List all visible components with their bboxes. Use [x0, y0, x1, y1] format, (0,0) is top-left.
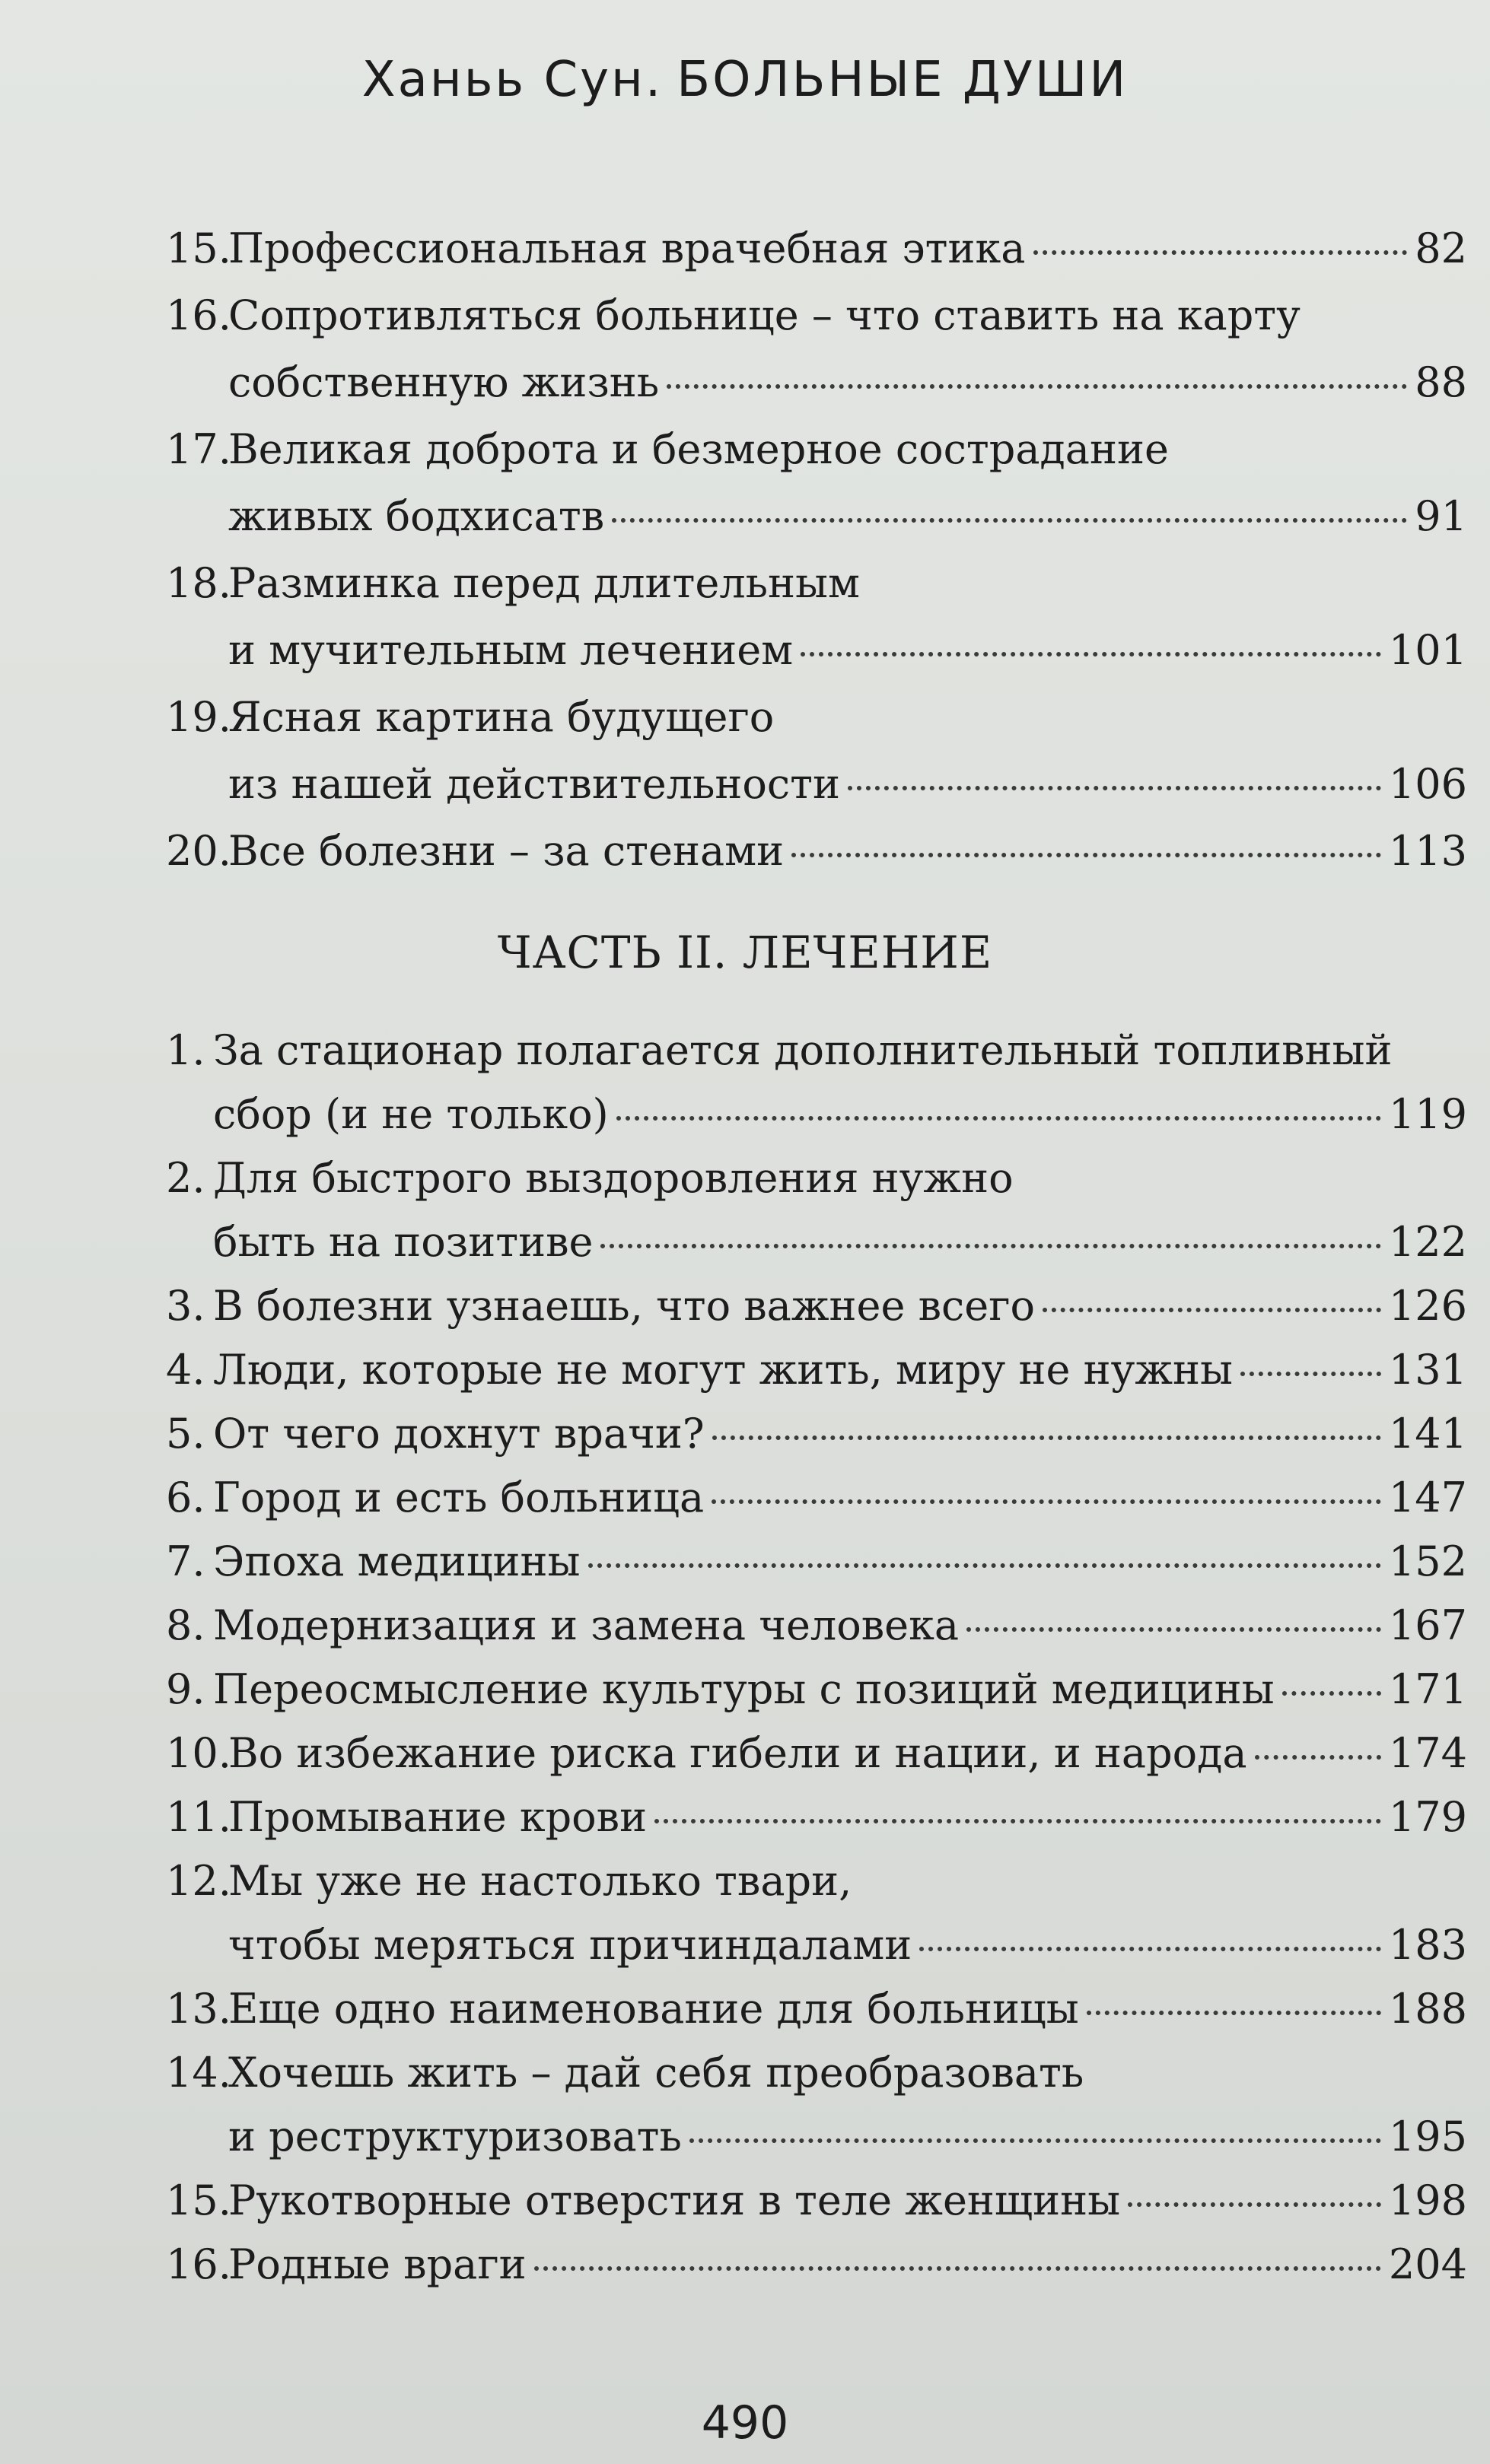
toc-entry-title: Переосмысление культуры с позиций медицины	[213, 1665, 1275, 1713]
toc-entry-title: В болезни узнаешь, что важнее всего	[213, 1282, 1036, 1330]
toc-entry-number: 4.	[166, 1346, 205, 1394]
toc-entry-line	[166, 215, 1467, 282]
toc-entry	[166, 1274, 1467, 1338]
toc-entry-line	[166, 483, 1467, 550]
dot-leader	[1282, 1691, 1381, 1696]
toc-entry-line	[166, 1274, 1467, 1338]
toc-entry-number: 20.	[166, 827, 231, 875]
dot-leader	[616, 1116, 1381, 1121]
toc-entry-line	[166, 1146, 1467, 1210]
toc-entry-number: 9.	[166, 1665, 205, 1713]
toc-entry-page: 141	[1388, 1410, 1467, 1458]
toc-entry-page: 188	[1388, 1985, 1467, 2033]
toc-entry	[166, 1466, 1467, 1530]
toc-entry-number: 18.	[166, 559, 231, 607]
toc-entry	[166, 2233, 1467, 2297]
toc-entry-page: 152	[1388, 1537, 1467, 1585]
toc-entry-page: 101	[1388, 626, 1467, 674]
toc-entry-page: 119	[1388, 1090, 1467, 1138]
toc-entry-line	[166, 416, 1467, 483]
toc-entry	[166, 1019, 1467, 1146]
dot-leader	[654, 1819, 1381, 1823]
toc-entry-line	[166, 1594, 1467, 1658]
toc-entry-title: Люди, которые не могут жить, миру не нужны	[213, 1346, 1233, 1394]
toc-entry-page: 131	[1388, 1346, 1467, 1394]
toc-entry-page: 183	[1388, 1921, 1467, 1969]
toc-entry-title: Еще одно наименование для больницы	[228, 1985, 1079, 2033]
header-book-title: БОЛЬНЫЕ ДУШИ	[677, 52, 1129, 108]
toc-entry-line	[166, 1019, 1467, 1083]
toc-entry-page: 198	[1388, 2176, 1467, 2224]
toc-entry-title: живых бодхисатв	[228, 492, 605, 540]
toc-part2-section	[166, 1019, 1467, 2297]
toc-entry	[166, 1849, 1467, 1977]
toc-entry-number: 16.	[166, 2240, 231, 2288]
page-number: 490	[701, 2396, 789, 2450]
toc-entry-page: 179	[1388, 1793, 1467, 1841]
toc-entry-line	[166, 2041, 1467, 2105]
toc-entry-line	[166, 1402, 1467, 1466]
toc-entry-title: От чего дохнут врачи?	[213, 1410, 705, 1458]
toc-entry-page: 174	[1388, 1729, 1467, 1777]
running-header	[0, 52, 1490, 108]
toc-entry-title: сбор (и не только)	[213, 1090, 609, 1138]
dot-leader	[791, 853, 1381, 857]
toc-entry-line	[166, 349, 1467, 416]
dot-leader	[712, 1499, 1381, 1504]
toc-entry-line	[166, 1722, 1467, 1785]
dot-leader	[919, 1947, 1381, 1951]
dot-leader	[689, 2138, 1381, 2143]
toc-entry-line	[166, 1785, 1467, 1849]
toc-entry-page: 167	[1388, 1601, 1467, 1649]
toc-entry-line	[166, 1849, 1467, 1913]
toc-entry-page: 195	[1388, 2113, 1467, 2160]
toc-entry	[166, 2041, 1467, 2169]
toc-entry-line	[166, 2105, 1467, 2169]
toc-entry-title: Сопротивляться больнице – что ставить на карту	[228, 291, 1301, 339]
toc-entry-title: За стационар полагается дополнительный топливный	[213, 1026, 1393, 1074]
toc-entry-page: 122	[1388, 1218, 1467, 1266]
toc-entry-page: 113	[1388, 827, 1467, 875]
dot-leader	[1087, 2011, 1381, 2015]
toc-entry-number: 11.	[166, 1793, 231, 1841]
toc-entry	[166, 684, 1467, 818]
toc-part1-section	[166, 215, 1467, 885]
header-author: Ханьь Сун.	[361, 52, 664, 108]
dot-leader	[966, 1627, 1381, 1632]
toc-entry-title: Город и есть больница	[213, 1474, 705, 1521]
toc-entry	[166, 1146, 1467, 1274]
toc-entry-number: 13.	[166, 1985, 231, 2033]
table-of-contents	[166, 215, 1467, 2297]
toc-entry-title: Профессиональная врачебная этика	[228, 224, 1026, 272]
toc-entry-title: Мы уже не настолько твари,	[228, 1857, 852, 1905]
toc-entry-page: 88	[1415, 358, 1467, 406]
toc-entry-title: быть на позитиве	[213, 1218, 594, 1266]
toc-entry-title: Все болезни – за стенами	[228, 827, 785, 875]
toc-entry	[166, 1594, 1467, 1658]
toc-entry-number: 12.	[166, 1857, 231, 1905]
toc-entry-line	[166, 617, 1467, 684]
toc-entry	[166, 1402, 1467, 1466]
toc-entry-number: 16.	[166, 291, 231, 339]
toc-entry-title: Эпоха медицины	[213, 1537, 581, 1585]
toc-entry	[166, 1785, 1467, 1849]
toc-entry-title: Для быстрого выздоровления нужно	[213, 1154, 1014, 1202]
toc-entry-line	[166, 1083, 1467, 1146]
toc-entry	[166, 818, 1467, 885]
dot-leader	[534, 2266, 1381, 2271]
dot-leader	[1255, 1755, 1381, 1760]
toc-entry	[166, 1658, 1467, 1722]
toc-entry-line	[166, 1530, 1467, 1594]
toc-entry-title: Ясная картина будущего	[228, 693, 775, 741]
toc-entry-line	[166, 818, 1467, 885]
toc-entry-line	[166, 684, 1467, 751]
toc-entry-line	[166, 2169, 1467, 2233]
toc-entry	[166, 550, 1467, 684]
dot-leader	[1043, 1308, 1381, 1312]
toc-entry-page: 106	[1388, 760, 1467, 808]
dot-leader	[712, 1435, 1381, 1440]
toc-entry-number: 17.	[166, 425, 231, 473]
dot-leader	[1240, 1372, 1381, 1376]
toc-entry-title: и мучительным лечением	[228, 626, 794, 674]
toc-entry	[166, 1530, 1467, 1594]
toc-entry-number: 5.	[166, 1410, 205, 1458]
toc-entry-title: Промывание крови	[228, 1793, 648, 1841]
toc-entry-page: 171	[1388, 1665, 1467, 1713]
toc-entry-number: 3.	[166, 1282, 205, 1330]
toc-entry-line	[166, 1658, 1467, 1722]
toc-entry-number: 19.	[166, 693, 231, 741]
toc-entry-title: Хочешь жить – дай себя преобразовать	[228, 2049, 1084, 2097]
toc-entry-number: 10.	[166, 1729, 231, 1777]
toc-entry-title: Родные враги	[228, 2240, 527, 2288]
toc-entry-line	[166, 1466, 1467, 1530]
toc-entry	[166, 1338, 1467, 1402]
toc-entry-line	[166, 1338, 1467, 1402]
toc-entry-line	[166, 1913, 1467, 1977]
toc-entry-title: Во избежание риска гибели и нации, и народа	[228, 1729, 1247, 1777]
toc-entry-number: 2.	[166, 1154, 205, 1202]
toc-entry-number: 15.	[166, 2176, 231, 2224]
toc-entry-title: собственную жизнь	[228, 358, 660, 406]
toc-entry	[166, 282, 1467, 416]
toc-entry-page: 91	[1415, 492, 1467, 540]
toc-entry-number: 1.	[166, 1026, 205, 1074]
toc-entry-line	[166, 751, 1467, 818]
toc-entry-page: 147	[1388, 1474, 1467, 1521]
toc-entry-title: чтобы меряться причиндалами	[228, 1921, 912, 1969]
dot-leader	[801, 652, 1381, 657]
toc-entry-title: из нашей действительности	[228, 760, 840, 808]
dot-leader	[588, 1563, 1381, 1568]
toc-entry-number: 8.	[166, 1601, 205, 1649]
toc-entry	[166, 416, 1467, 550]
dot-leader	[1033, 250, 1408, 255]
toc-entry	[166, 1722, 1467, 1785]
toc-entry-page: 82	[1415, 224, 1467, 272]
toc-entry-title: Рукотворные отверстия в теле женщины	[228, 2176, 1121, 2224]
toc-entry-title: и реструктуризовать	[228, 2113, 682, 2160]
toc-entry-title: Модернизация и замена человека	[213, 1601, 960, 1649]
dot-leader	[1128, 2202, 1381, 2207]
toc-entry-line	[166, 1977, 1467, 2041]
toc-entry-title: Разминка перед длительным	[228, 559, 861, 607]
toc-entry	[166, 1977, 1467, 2041]
dot-leader	[612, 518, 1407, 523]
toc-entry-line	[166, 1210, 1467, 1274]
dot-leader	[667, 384, 1407, 389]
dot-leader	[848, 786, 1381, 790]
toc-entry-line	[166, 550, 1467, 617]
toc-entry-line	[166, 282, 1467, 349]
toc-entry-number: 15.	[166, 224, 231, 272]
part-title: ЧАСТЬ II. ЛЕЧЕНИЕ	[497, 927, 993, 978]
toc-entry-page: 126	[1388, 1282, 1467, 1330]
toc-entry-title: Великая доброта и безмерное сострадание	[228, 425, 1169, 473]
toc-entry	[166, 2169, 1467, 2233]
toc-entry-number: 7.	[166, 1537, 205, 1585]
toc-entry-number: 6.	[166, 1474, 205, 1521]
toc-entry-number: 14.	[166, 2049, 231, 2097]
toc-entry-line	[166, 2233, 1467, 2297]
toc-entry-page: 204	[1388, 2240, 1467, 2288]
dot-leader	[600, 1244, 1380, 1248]
toc-entry	[166, 215, 1467, 282]
